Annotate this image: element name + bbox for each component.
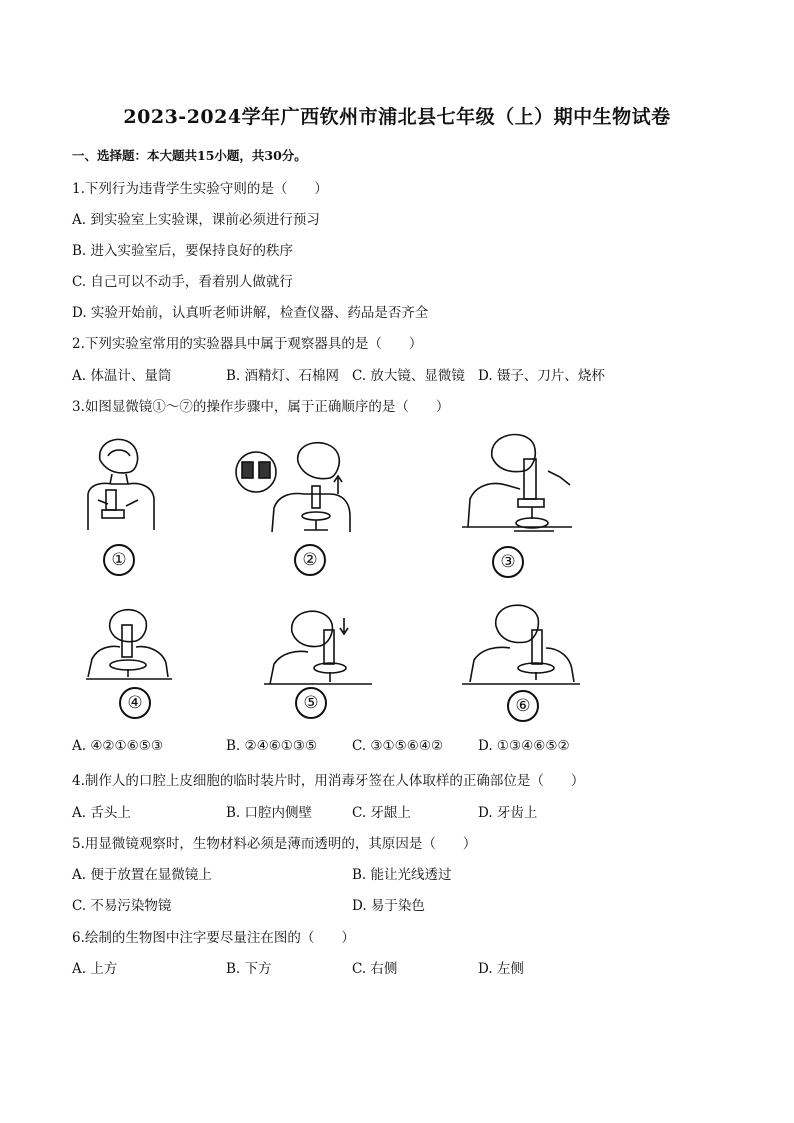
question-3-option-c: C. ③①⑤⑥④② [352,738,444,754]
figure-label-2: ② [294,544,326,576]
question-3-option-d: D. ①③④⑥⑤② [478,738,570,754]
question-3-stem: 3.如图显微镜①～⑦的操作步骤中，属于正确顺序的是（ ） [72,399,450,415]
question-6-option-d: D. 左侧 [478,961,524,977]
question-3-option-b: B. ②④⑥①③⑤ [226,738,318,754]
microscope-figure-1 [78,430,168,535]
question-5-stem: 5.用显微镜观察时，生物材料必须是薄而透明的，其原因是（ ） [72,836,477,852]
figure-label-6: ⑥ [507,690,539,722]
figure-label-4: ④ [119,687,151,719]
figure-label-3: ③ [492,546,524,578]
question-4-option-d: D. 牙齿上 [478,805,538,821]
microscope-figure-2 [234,432,364,536]
question-2-option-c: C. 放大镜、显微镜 [352,368,465,384]
question-5-option-d: D. 易于染色 [352,898,425,914]
figure-label-5: ⑤ [295,687,327,719]
question-5-option-b: B. 能让光线透过 [352,867,452,883]
question-4-option-c: C. 牙龈上 [352,805,411,821]
question-1-option-b: B. 进入实验室后，要保持良好的秩序 [72,243,294,259]
question-2-option-b: B. 酒精灯、石棉网 [226,368,340,384]
microscope-figure-5 [264,604,374,690]
question-1-stem: 1.下列行为违背学生实验守则的是（ ） [72,181,328,197]
question-2-option-d: D. 镊子、刀片、烧杯 [478,368,605,384]
question-2-stem: 2.下列实验室常用的实验器具中属于观察器具的是（ ） [72,336,423,352]
question-5-option-c: C. 不易污染物镜 [72,898,172,914]
question-6-option-a: A. 上方 [72,961,118,977]
microscope-figure-4 [84,603,174,693]
question-4-stem: 4.制作人的口腔上皮细胞的临时装片时，用消毒牙签在人体取样的正确部位是（ ） [72,773,585,789]
question-6-option-b: B. 下方 [226,961,272,977]
question-1-option-c: C. 自己可以不动手，看着别人做就行 [72,274,293,290]
section-heading: 一、选择题：本大题共15小题，共30分。 [72,148,307,163]
question-4-option-b: B. 口腔内侧壁 [226,805,313,821]
question-6-stem: 6.绘制的生物图中注字要尽量注在图的（ ） [72,930,355,946]
question-6-option-c: C. 右侧 [352,961,398,977]
question-5-option-a: A. 便于放置在显微镜上 [72,867,212,883]
question-1-option-d: D. 实验开始前，认真听老师讲解，检查仪器、药品是否齐全 [72,305,429,321]
page-title: 2023-2024学年广西钦州市浦北县七年级（上）期中生物试卷 [123,106,671,128]
question-3-option-a: A. ④②①⑥⑤③ [72,738,163,754]
question-2-option-a: A. 体温计、量筒 [72,368,172,384]
microscope-figure-6 [462,598,582,692]
figure-label-1: ① [103,544,135,576]
question-1-option-a: A. 到实验室上实验课，课前必须进行预习 [72,212,320,228]
question-4-option-a: A. 舌头上 [72,805,131,821]
microscope-figure-3 [462,427,577,542]
